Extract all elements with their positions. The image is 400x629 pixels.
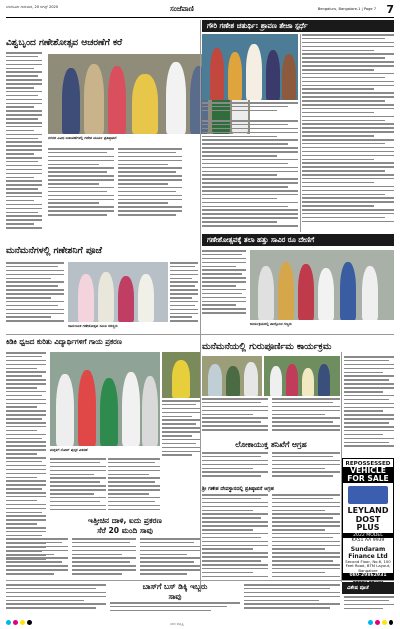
section-divider (6, 580, 394, 581)
article-6-col-3 (344, 356, 394, 454)
masthead-rule (6, 17, 394, 18)
article-11-col-1 (244, 584, 340, 614)
article-9-col-1 (6, 584, 106, 614)
headline-9b: ಸಾವು (168, 592, 182, 601)
caption-1: ನಗರದ ವಿವಿಧ ಬಡಾವಣೆಗಳಲ್ಲಿ ಗಣೇಶ ಮೂರ್ತಿ ಪ್ರತಿಷ್ಠಾಪನೆ (48, 136, 117, 140)
article-6-col-1 (202, 398, 268, 436)
headline-9a: ಬಾಸ್‌ಗೆ ಬಸ್ ಡಿಕ್ಕಿ ಇಬ್ಬರು (142, 582, 208, 591)
article-8-col-1 (6, 538, 68, 580)
ad-company: Sundaram Finance Ltd (348, 545, 388, 560)
caption-3: ಕಾರ್ಯಕ್ರಮದಲ್ಲಿ ಪಾಲ್ಗೊಂಡ ಗಣ್ಯರು (250, 322, 292, 326)
headline-8b: ಸೆರೆ 20 ಮಂದಿ ಸಾವು (97, 526, 153, 535)
photo-students-notebook-distribution (50, 352, 160, 446)
article-1-col-2 (48, 148, 114, 220)
article-4-col-3 (170, 262, 198, 328)
headline-2: ಗೌರಿ ಗಣೇಶ ಚತುರ್ಥಿ: ಶ್ರಾವಣ ತೇಜಾ ಸ್ಪರ್ಧೆ (202, 20, 394, 32)
headline-8a: ಇತ್ತೀಚಿನ ದಾಳಿ, ಐದು ಪ್ರಕರಣ (88, 516, 162, 525)
magenta-registration-mark (375, 620, 380, 625)
headline-6: ಮನೆಮನೆಯಲ್ಲಿ ಗುರುಪೂರ್ಣಿಮ ಕಾರ್ಯಕ್ರಮ (202, 342, 332, 352)
article-10-col-1 (202, 494, 268, 582)
article-7-col-1 (202, 452, 268, 482)
article-10-col-2 (272, 494, 340, 582)
article-8-col-2 (72, 538, 136, 580)
black-registration-mark (27, 620, 32, 625)
ad-model-year: 2022 MODEL (343, 533, 393, 538)
headline-5: ಕಿಡಿಕಿ ಧ್ವಜದ ಕುರಿತು ವಿದ್ಯಾರ್ಥಿಗಳಿಗೆ ಗಾಯ ಪ್ರಕರಣ (6, 338, 122, 346)
headline-1: ವಿಶ್ವಬೃಂದ ಗಣೇಶೋತ್ಸವ ಆಚರಣೆಗೆ ಕರೆ (6, 38, 123, 48)
column-divider (300, 34, 301, 232)
ad-phone-1: 080-29862931 (343, 573, 393, 579)
article-3-col-1 (202, 250, 246, 320)
photo-gurupurnima-2 (264, 356, 340, 396)
ad-vehicle-for-sale: VEHICLE FOR SALE (343, 467, 393, 483)
magenta-registration-mark (13, 620, 18, 625)
headline-3: ಗಣೇಶೋತ್ಸವಕ್ಕೆ ತಲಾ ಹತ್ತು ಸಾವಿರ ರೂ ದೇಣಿಗೆ (202, 234, 394, 246)
article-6-col-2 (272, 398, 340, 436)
article-8-col-3 (140, 538, 200, 580)
column-divider (341, 352, 342, 582)
headline-7: ಲೋಕಾಯುಕ್ತ ತನಿಖೆಗೆ ಆಗ್ರಹ (235, 440, 307, 449)
article-11-col-2 (344, 596, 394, 616)
article-2-col-2 (202, 120, 298, 232)
photo-ganesha-festival-crowd (202, 34, 298, 100)
ad-repossessed-label: REPOSSESSED (345, 461, 391, 467)
caption-2: ಸಾರ್ವಜನಿಕ ಗಣೇಶೋತ್ಸವ ಸಮಿತಿ ಸದಸ್ಯರು (68, 324, 118, 328)
ad-phone-2: 99860 99100 (352, 579, 384, 585)
headline-10: ಶ್ರೀ ಗಣೇಶ ದೇವಸ್ಥಾನದಲ್ಲಿ ಪ್ರತಿಷ್ಠಾಪನೆ ಆಗ್ರಹ (202, 486, 274, 492)
ad-registration: KA51 AA 9939 (351, 538, 385, 544)
headline-11: ವಿಶೇಷ ಪೂಜೆ (342, 582, 394, 594)
caption-4: ಮಕ್ಕಳಿಗೆ ನೋಟ್ ಪುಸ್ತಕ ವಿತರಣೆ (50, 448, 88, 452)
masthead-date: Bengaluru, Bangalore-1 | Page 7 (317, 7, 376, 11)
photo-ganesha-puja-family (68, 262, 168, 322)
article-2-col-3 (302, 34, 394, 230)
article-9-col-2 (110, 602, 240, 616)
article-7-col-2 (272, 452, 340, 482)
ad-address: Second Floor, No.6, 100 Feet Road, BTM Layout, Bangalore (345, 558, 391, 573)
cyan-registration-mark (368, 620, 373, 625)
masthead (6, 4, 394, 16)
article-5-col-1 (6, 352, 46, 562)
article-5-col-2a (50, 458, 106, 514)
photo-donation-ceremony (250, 250, 394, 320)
article-1-col-1 (6, 52, 42, 240)
black-registration-mark (389, 620, 393, 625)
article-2-lead (202, 102, 298, 116)
edition-label: ನಗರ ಆವೃತ್ತಿ (170, 622, 184, 626)
column-divider (200, 20, 201, 588)
cyan-registration-mark (6, 620, 11, 625)
vehicle-sale-advertisement[interactable] (342, 458, 394, 585)
truck-icon (348, 486, 388, 504)
photo-yellow-saree-woman (162, 352, 200, 398)
article-5-col-3 (162, 400, 200, 462)
masthead-edition-info: ಬೆಂಗಳೂರು ಗುರುವಾರ, 20 ಆಗಸ್ಟ್ 2020 (6, 5, 59, 9)
page-number: 7 (386, 3, 394, 16)
article-1-col-3 (118, 148, 182, 220)
ad-vehicle-model: LEYLAND DOST PLUS (347, 506, 389, 533)
article-4-col-1 (6, 262, 64, 328)
yellow-registration-mark (382, 620, 387, 625)
newspaper-logo: ಸಂಜೆವಾಣಿ (170, 4, 194, 13)
photo-gurupurnima-1 (202, 356, 262, 396)
headline-4: ಮನೆಮನೆಗಳಲ್ಲಿ ಗಣೇಶನಿಗೆ ಪೂಜೆ (6, 246, 102, 256)
yellow-registration-mark (20, 620, 25, 625)
article-5-col-2b (108, 458, 160, 514)
